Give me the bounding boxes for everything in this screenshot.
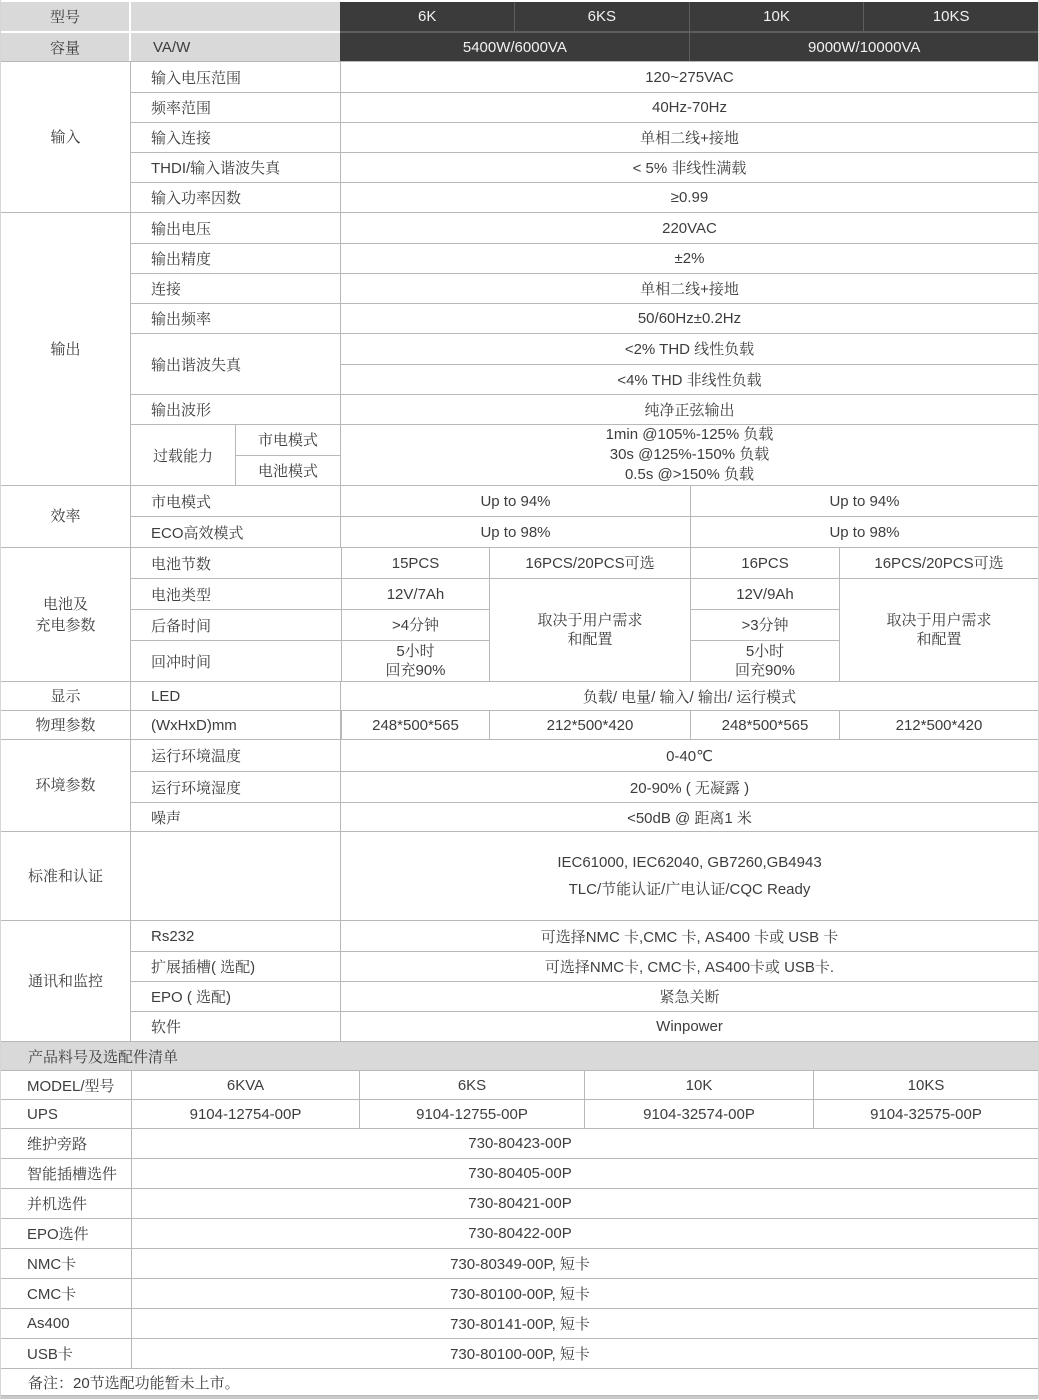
- standards-line: TLC/节能认证/广电认证/CQC Ready: [568, 881, 811, 898]
- spec-value: ≥0.99: [670, 189, 709, 206]
- overload-line: 0.5s @>150% 负载: [624, 466, 755, 483]
- section-output-label: 输出: [1, 213, 131, 485]
- accessory-label: 并机选件: [27, 1196, 88, 1213]
- section-display: [1, 681, 1038, 710]
- spec-value: Up to 98%: [690, 517, 1038, 547]
- section-physical-label: 物理参数: [1, 711, 131, 739]
- table-row: [131, 516, 1038, 547]
- spec-value: 212*500*420: [489, 711, 690, 739]
- accessory-value: 730-80422-00P: [131, 1219, 1038, 1248]
- spec-label: 软件: [131, 1012, 341, 1041]
- recharge-line: 回充90%: [734, 662, 796, 679]
- accessory-value: 9104-32575-00P: [813, 1100, 1038, 1128]
- accessory-value: 730-80405-00P: [131, 1159, 1038, 1188]
- table-row: [131, 740, 1038, 771]
- accessory-label: CMC卡: [27, 1286, 77, 1303]
- section-efficiency-label: 效率: [1, 486, 131, 547]
- spec-value: 单相二线+接地: [640, 281, 739, 298]
- section-efficiency: [1, 485, 1038, 547]
- spec-label: 连接: [131, 274, 341, 303]
- accessories-section-title: 产品料号及选配件清单: [1, 1041, 1038, 1070]
- section-battery: [1, 547, 1038, 681]
- table-row: [131, 832, 1038, 920]
- spec-value: <50dB @ 距离1 米: [627, 809, 752, 827]
- depends-line: 取决于用户需求: [537, 612, 643, 629]
- model-col-6ks: 6KS: [514, 2, 689, 31]
- section-battery-line1: 电池及: [42, 595, 88, 613]
- accessory-label: USB卡: [27, 1346, 73, 1363]
- accessory-label: 智能插槽选件: [27, 1166, 118, 1183]
- accessory-row: [1, 1158, 1038, 1188]
- spec-value: 50/60Hz±0.2Hz: [637, 310, 742, 327]
- spec-value: 120~275VAC: [645, 68, 734, 86]
- capacity-10k-10ks: 9000W/10000VA: [689, 33, 1038, 61]
- spec-value: 负载/ 电量/ 输入/ 输出/ 运行模式: [582, 688, 797, 706]
- spec-label: LED: [131, 682, 341, 710]
- spec-value: 248*500*565: [341, 711, 489, 739]
- table-row: [131, 213, 1038, 243]
- accessory-value: 730-80349-00P, 短卡: [131, 1249, 1038, 1278]
- standards-line: IEC61000, IEC62040, GB7260,GB4943: [557, 854, 822, 871]
- table-row: [131, 182, 1038, 212]
- spec-label: 输入电压范围: [131, 62, 341, 92]
- section-battery-line2: 充电参数: [35, 616, 96, 634]
- model-row-blank-cell: [131, 2, 340, 31]
- model-col-10ks: 10KS: [863, 2, 1038, 31]
- table-row: [131, 771, 1038, 802]
- overload-mode-label: 电池模式: [236, 455, 340, 486]
- spec-value-multiline: [341, 425, 1038, 485]
- spec-label: 后备时间: [131, 609, 341, 640]
- spec-label: EPO ( 选配): [131, 982, 341, 1011]
- section-output: [1, 212, 1038, 485]
- spec-value: <4% THD 非线性负载: [341, 364, 1038, 395]
- footnote: 备注：20节选配功能暂未上市。: [1, 1368, 1038, 1395]
- table-row: [131, 1011, 1038, 1041]
- recharge-line: 5小时: [745, 643, 785, 660]
- spec-label: THDI/输入谐波失真: [131, 153, 341, 182]
- section-input-label: 输入: [1, 62, 131, 212]
- depends-line: 和配置: [916, 631, 962, 648]
- accessory-row: [1, 1308, 1038, 1338]
- accessory-value: 730-80141-00P, 短卡: [131, 1309, 1038, 1338]
- spec-value: 248*500*565: [690, 711, 839, 739]
- spec-label: 输出波形: [131, 395, 341, 424]
- spec-value: Up to 94%: [480, 492, 551, 510]
- spec-value: 220VAC: [662, 219, 717, 237]
- accessory-value: 9104-32574-00P: [584, 1100, 813, 1128]
- accessory-value: 6KS: [359, 1071, 584, 1099]
- spec-value: 40Hz-70Hz: [651, 99, 728, 116]
- accessory-label: UPS: [27, 1105, 58, 1123]
- accessory-value: 6KVA: [131, 1071, 359, 1099]
- spec-value-multiline: [341, 640, 489, 681]
- spec-value: 12V/7Ah: [341, 578, 489, 609]
- spec-label: 输出电压: [131, 213, 341, 243]
- spec-label: 回冲时间: [131, 640, 341, 681]
- spec-value: 212*500*420: [839, 711, 1038, 739]
- spec-label: 输入功率因数: [131, 183, 341, 212]
- section-standards: [1, 831, 1038, 920]
- spec-label: 频率范围: [131, 93, 341, 122]
- standards-blank-cell: [131, 832, 341, 920]
- spec-label: 电池节数: [151, 555, 212, 573]
- spec-value: 16PCS/20PCS可选: [489, 548, 690, 578]
- spec-value: 紧急关断: [659, 989, 720, 1006]
- accessory-row: [1, 1128, 1038, 1158]
- spec-value-multiline: [690, 640, 839, 681]
- section-environment-label: 环境参数: [1, 740, 131, 831]
- accessories-model-row: [1, 1070, 1038, 1099]
- accessory-label: MODEL/型号: [27, 1077, 115, 1095]
- spec-value-multiline: [341, 832, 1038, 920]
- spec-value: >4分钟: [341, 609, 489, 640]
- accessory-value: 10KS: [813, 1071, 1038, 1099]
- spec-value: <2% THD 线性负载: [624, 341, 755, 359]
- table-row: [131, 711, 1038, 739]
- spec-label: (WxHxD)mm: [131, 711, 341, 739]
- spec-value: 16PCS/20PCS可选: [839, 548, 1038, 578]
- accessory-row: [1, 1278, 1038, 1308]
- table-row: [131, 921, 1038, 951]
- accessory-label: 维护旁路: [27, 1136, 88, 1153]
- accessory-value: 9104-12754-00P: [131, 1100, 359, 1128]
- accessory-value: 730-80100-00P, 短卡: [131, 1279, 1038, 1308]
- spec-value: Up to 94%: [690, 486, 1038, 516]
- table-row: [131, 152, 1038, 182]
- spec-label: 运行环境温度: [131, 740, 341, 771]
- table-row: [131, 62, 1038, 92]
- spec-value: ±2%: [674, 250, 705, 267]
- model-col-10k: 10K: [689, 2, 864, 31]
- accessory-value: 9104-12755-00P: [359, 1100, 584, 1128]
- accessory-value: 730-80100-00P, 短卡: [131, 1339, 1038, 1368]
- accessory-label: As400: [27, 1315, 70, 1332]
- spec-value: Up to 98%: [480, 523, 551, 541]
- model-row-label: 型号: [1, 2, 129, 31]
- table-row: [131, 122, 1038, 152]
- accessories-ups-row: [1, 1099, 1038, 1128]
- recharge-line: 5小时: [396, 643, 435, 660]
- spec-header: [1, 2, 1038, 61]
- section-standards-label: 标准和认证: [1, 832, 131, 920]
- spec-value-merged: [489, 578, 690, 681]
- section-display-label: 显示: [1, 682, 131, 710]
- spec-label: 输出谐波失真: [131, 334, 341, 394]
- capacity-unit-label: VA/W: [131, 33, 340, 61]
- overload-mode-label: 市电模式: [257, 432, 318, 450]
- spec-label: 输出频率: [131, 304, 341, 333]
- spec-value: 16PCS: [690, 548, 839, 578]
- spec-value: 可选择NMC 卡,CMC 卡, AS400 卡或 USB 卡: [540, 928, 839, 946]
- spec-value: < 5% 非线性满载: [632, 160, 747, 177]
- accessory-row: [1, 1338, 1038, 1368]
- model-columns-header: [340, 2, 1038, 61]
- section-communication: [1, 920, 1038, 1041]
- depends-line: 和配置: [567, 631, 613, 648]
- table-row: [131, 243, 1038, 273]
- table-row: [131, 273, 1038, 303]
- spec-label: 输出精度: [131, 244, 341, 273]
- spec-label: 电池类型: [131, 578, 341, 609]
- accessory-label: EPO选件: [27, 1226, 89, 1243]
- spec-value: 单相二线+接地: [640, 130, 739, 147]
- section-communication-label: 通讯和监控: [1, 921, 131, 1041]
- capacity-row-label: 容量: [1, 33, 129, 61]
- capacity-6k-6ks: 5400W/6000VA: [462, 38, 567, 56]
- accessory-value: 730-80421-00P: [131, 1189, 1038, 1218]
- section-physical: [1, 710, 1038, 739]
- accessory-row: [1, 1188, 1038, 1218]
- recharge-line: 回充90%: [385, 662, 446, 679]
- table-row: [131, 682, 1038, 710]
- header-left-labels: [1, 2, 340, 61]
- spec-value: 20-90% ( 无凝露 ): [629, 779, 750, 797]
- section-input: [1, 61, 1038, 212]
- spec-value-merged: [839, 578, 1038, 681]
- table-row: [131, 486, 1038, 516]
- depends-line: 取决于用户需求: [886, 612, 992, 629]
- section-battery-label: [1, 548, 131, 681]
- spec-label: 扩展插槽( 选配): [131, 952, 341, 981]
- spec-label: 运行环境湿度: [131, 772, 341, 802]
- table-row: [131, 303, 1038, 333]
- spec-value: Winpower: [656, 1018, 723, 1035]
- spec-value: 可选择NMC卡, CMC卡, AS400卡或 USB卡.: [544, 959, 835, 976]
- accessory-value: 730-80423-00P: [131, 1129, 1038, 1158]
- accessory-row: [1, 1248, 1038, 1278]
- spec-label: ECO高效模式: [131, 517, 341, 547]
- accessory-row: [1, 1218, 1038, 1248]
- table-row: [131, 92, 1038, 122]
- spec-value: 纯净正弦输出: [644, 402, 735, 419]
- spec-label: Rs232: [131, 921, 341, 951]
- accessory-value: 10K: [584, 1071, 813, 1099]
- table-row: [131, 951, 1038, 981]
- spec-value: 12V/9Ah: [690, 578, 839, 609]
- table-row: [131, 802, 1038, 831]
- model-col-6k: 6K: [418, 8, 437, 25]
- table-row: [131, 394, 1038, 424]
- section-environment: [1, 739, 1038, 831]
- spec-label: 过载能力: [131, 425, 236, 485]
- overload-line: 30s @125%-150% 负载: [609, 446, 770, 463]
- table-row-harmonic: [131, 333, 1038, 394]
- overload-line: 1min @105%-125% 负载: [605, 426, 774, 443]
- spec-label: 市电模式: [131, 486, 341, 516]
- bottom-strip: [1, 1395, 1038, 1399]
- spec-label: 噪声: [131, 803, 341, 831]
- table-row-overload: [131, 424, 1038, 485]
- spec-value: >3分钟: [690, 609, 839, 640]
- accessory-label: NMC卡: [27, 1256, 77, 1273]
- spec-value: 15PCS: [341, 548, 489, 578]
- spec-label: 输入连接: [131, 123, 341, 152]
- table-row: [131, 981, 1038, 1011]
- spec-value: 0-40℃: [666, 747, 713, 765]
